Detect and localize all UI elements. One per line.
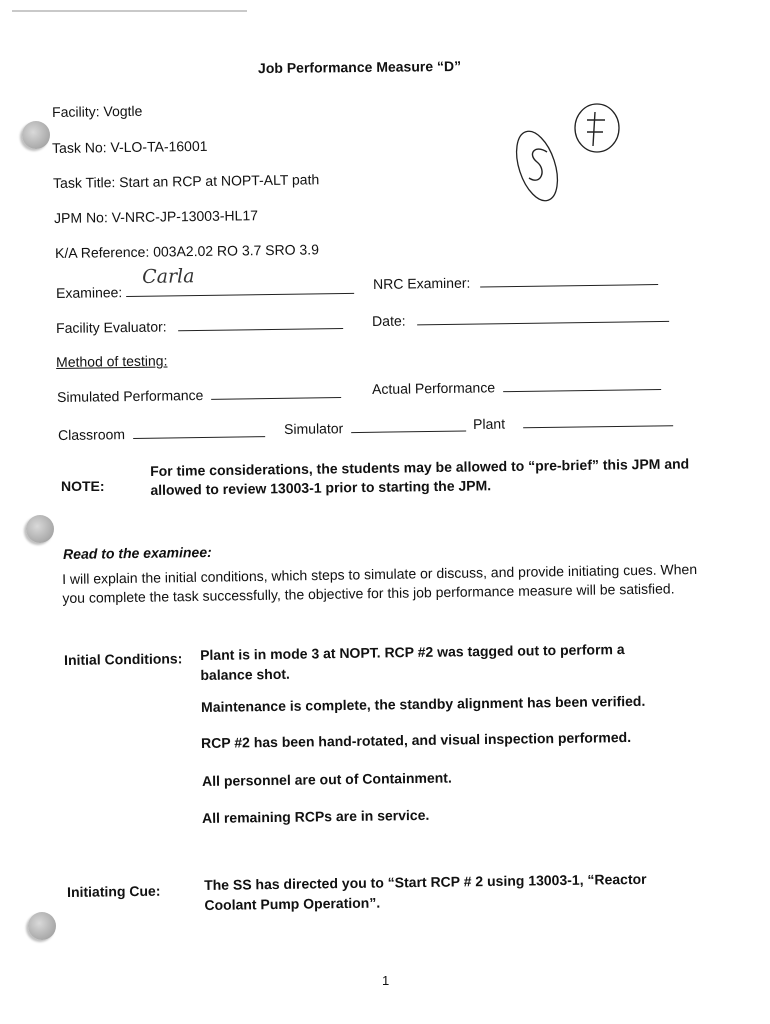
facility-evaluator-row <box>56 316 344 336</box>
note-label: NOTE: <box>61 478 105 494</box>
initial-condition-item: RCP #2 has been hand-rotated, and visual inspection performed. <box>201 728 632 751</box>
initiating-cue-text: The SS has directed you to “Start RCP # 2 using 13003-1, “Reactor Coolant Pump Operation”. <box>204 870 647 913</box>
simulator-label: Simulator <box>284 420 344 437</box>
initial-condition-item: All personnel are out of Containment. <box>202 769 452 789</box>
punch-hole-bottom <box>28 912 56 940</box>
actual-performance-label: Actual Performance <box>372 379 496 397</box>
simulated-performance-line <box>211 396 341 400</box>
examinee-line <box>126 292 354 297</box>
jpm-number-field: JPM No: V-NRC-JP-13003-HL17 <box>54 207 259 226</box>
initial-conditions-label: Initial Conditions: <box>64 650 183 668</box>
plant-row <box>473 413 673 432</box>
classroom-label: Classroom <box>58 426 126 443</box>
handwritten-grade-mark <box>505 100 630 210</box>
method-of-testing-heading: Method of testing: <box>56 352 168 370</box>
page-number: 1 <box>382 973 390 988</box>
date-row <box>372 309 670 329</box>
examinee-label: Examinee: <box>56 284 123 301</box>
simulator-row <box>284 418 466 437</box>
punch-hole-middle <box>26 515 54 543</box>
ka-reference-field: K/A Reference: 003A2.02 RO 3.7 SRO 3.9 <box>55 241 320 261</box>
initiating-cue-label: Initiating Cue: <box>67 882 161 900</box>
task-number-field: Task No: V-LO-TA-16001 <box>52 137 208 156</box>
date-line <box>418 320 670 326</box>
actual-performance-line <box>503 388 661 392</box>
plant-label: Plant <box>473 415 506 432</box>
nrc-examiner-line <box>480 283 658 287</box>
examinee-row <box>56 281 354 301</box>
nrc-examiner-label: NRC Examiner: <box>373 274 471 292</box>
simulator-line <box>351 429 466 433</box>
actual-performance-row <box>372 377 661 397</box>
read-to-examinee-heading: Read to the examinee: <box>63 543 212 562</box>
note-text: For time considerations, the students may be allowed to “pre-brief” this JPM and allowed to review 13003-1 prior to starting the JPM. <box>150 455 690 498</box>
simulated-performance-label: Simulated Performance <box>57 386 204 405</box>
nrc-examiner-row <box>373 272 658 292</box>
facility-evaluator-label: Facility Evaluator: <box>56 318 167 336</box>
initial-condition-item: Plant is in mode 3 at NOPT. RCP #2 was tagged out to perform a balance shot. <box>200 641 625 683</box>
date-label: Date: <box>372 312 406 329</box>
initial-condition-item: Maintenance is complete, the standby alignment has been verified. <box>201 692 646 715</box>
initial-condition-item: All remaining RCPs are in service. <box>202 806 430 826</box>
examinee-signature: Carla <box>142 265 195 288</box>
plant-line <box>523 424 673 428</box>
punch-hole-top <box>22 121 50 149</box>
simulated-performance-row <box>57 385 341 405</box>
facility-evaluator-line <box>179 327 344 331</box>
facility-field: Facility: Vogtle <box>52 102 143 120</box>
classroom-row <box>58 424 265 443</box>
classroom-line <box>133 435 265 439</box>
page-title: Job Performance Measure “D” <box>257 57 462 77</box>
task-title-field: Task Title: Start an RCP at NOPT-ALT path <box>53 171 320 191</box>
read-to-examinee-text: I will explain the initial conditions, which steps to simulate or discuss, and provide initiating cues. When you complete the task successfully, the objective for this job performance measure will be satisfied. <box>62 561 698 606</box>
scan-edge-line <box>12 10 247 12</box>
